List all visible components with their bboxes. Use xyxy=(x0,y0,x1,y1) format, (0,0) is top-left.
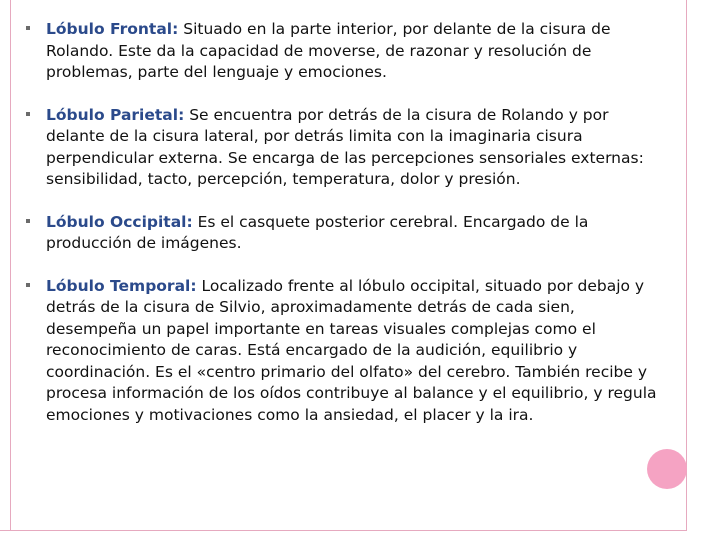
square-bullet-icon xyxy=(26,26,30,30)
square-bullet-icon xyxy=(26,219,30,223)
description-occipital: Es el casquete posterior cerebral. Encargado de la producción de imágenes. xyxy=(46,212,589,252)
term-frontal: Lóbulo Frontal: xyxy=(46,20,179,38)
term-parietal: Lóbulo Parietal: xyxy=(46,105,185,124)
description-parietal: Se encuentra por detrás de la cisura de Rolando y por delante de la cisura lateral, por detrás limita con la imaginaria cisura perpendicular externa. Se encarga de las percepciones sensoriales externas: sensibilidad, tacto, percepción, temperatura, dolor y presión. xyxy=(46,105,644,188)
square-bullet-icon xyxy=(26,283,30,287)
square-bullet-icon xyxy=(26,112,30,116)
description-temporal: Localizado frente al lóbulo occipital, situado por debajo y detrás de la cisura de Silvio, aproximadamente detrás de cada sien, desempeña un papel importante en tareas visuales complejas como el reconocimiento de caras. Está encargado de la audición, equilibrio y coordinación. Es el «centro primario del olfato» del cerebro. También recibe y procesa información de los oídos contribuye al balance y el equilibrio, y regula emociones y motivaciones como la ansiedad, el placer y la ira. xyxy=(46,276,657,424)
term-temporal: Lóbulo Temporal: xyxy=(46,276,197,295)
description-frontal: Situado en la parte interior, por delante de la cisura de Rolando. Este da la capacidad de moverse, de razonar y resolución de problemas, parte del lenguaje y emociones. xyxy=(46,20,611,81)
decorative-circle xyxy=(647,449,687,489)
list-item-occipital xyxy=(22,212,662,255)
frame-left-line xyxy=(10,0,11,531)
list-item-parietal xyxy=(22,105,662,191)
term-occipital: Lóbulo Occipital: xyxy=(46,212,193,231)
list-item-temporal xyxy=(22,276,662,427)
list-item-frontal xyxy=(22,19,662,84)
slide-content xyxy=(22,19,662,426)
bullet-list xyxy=(22,19,662,426)
